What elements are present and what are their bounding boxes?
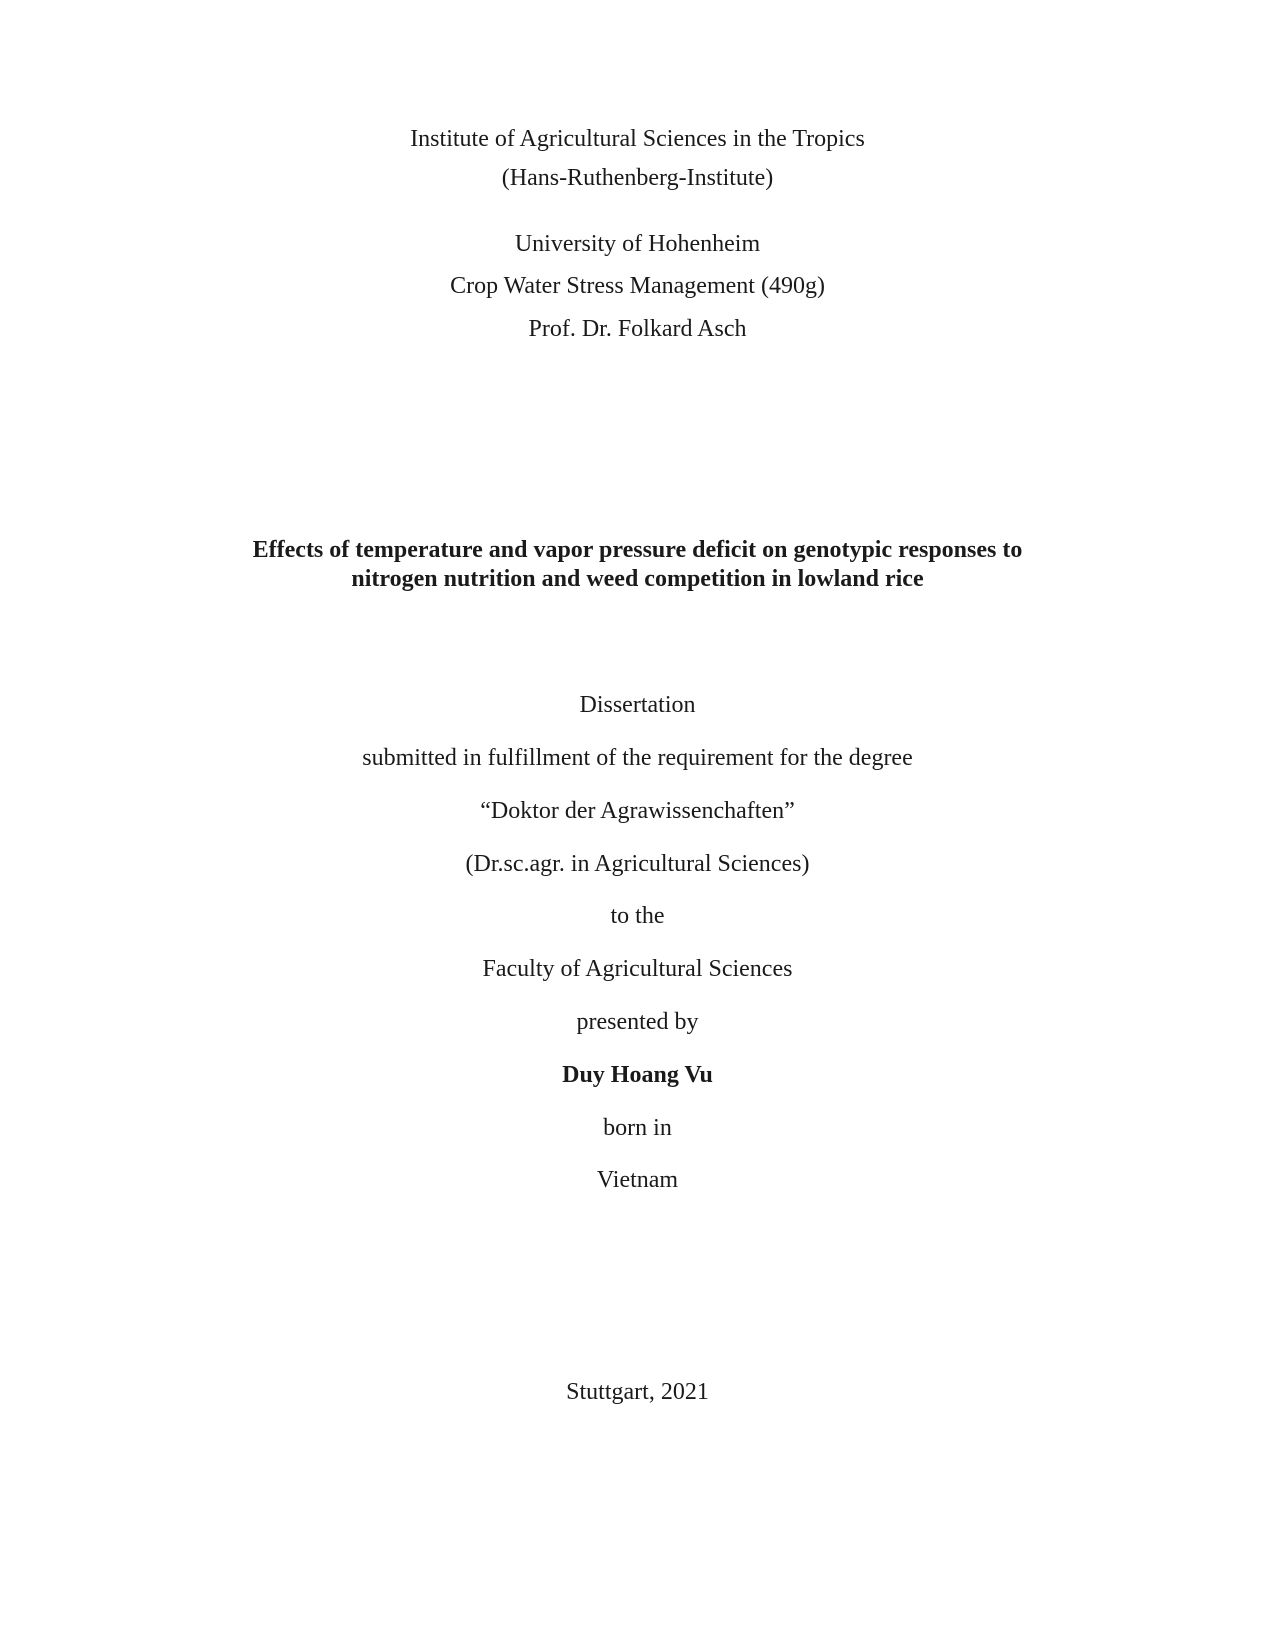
dissertation-title-line-2: nitrogen nutrition and weed competition in lowland rice [351,566,924,592]
presented-by-label: presented by [576,1009,699,1035]
institute-subtitle: (Hans-Ruthenberg-Institute) [501,165,774,191]
department-name: Crop Water Stress Management (490g) [450,273,825,299]
degree-translation: (Dr.sc.agr. in Agricultural Sciences) [465,851,810,877]
born-in-label: born in [603,1115,672,1141]
author-name: Duy Hoang Vu [562,1062,713,1088]
birthplace: Vietnam [596,1167,679,1193]
faculty-name: Faculty of Agricultural Sciences [482,956,793,982]
place-and-date: Stuttgart, 2021 [566,1379,709,1405]
degree-name: “Doktor der Agrawissenchaften” [480,798,795,824]
dissertation-title-line-1: Effects of temperature and vapor pressure deficit on genotypic responses to [252,537,1023,563]
university-name: University of Hohenheim [514,231,761,257]
to-the-label: to the [610,903,665,929]
professor-name: Prof. Dr. Folkard Asch [528,316,747,342]
requirement-statement: submitted in fulfillment of the requirement for the degree [362,745,913,771]
document-type: Dissertation [579,692,696,718]
institute-name: Institute of Agricultural Sciences in the Tropics [410,126,865,152]
